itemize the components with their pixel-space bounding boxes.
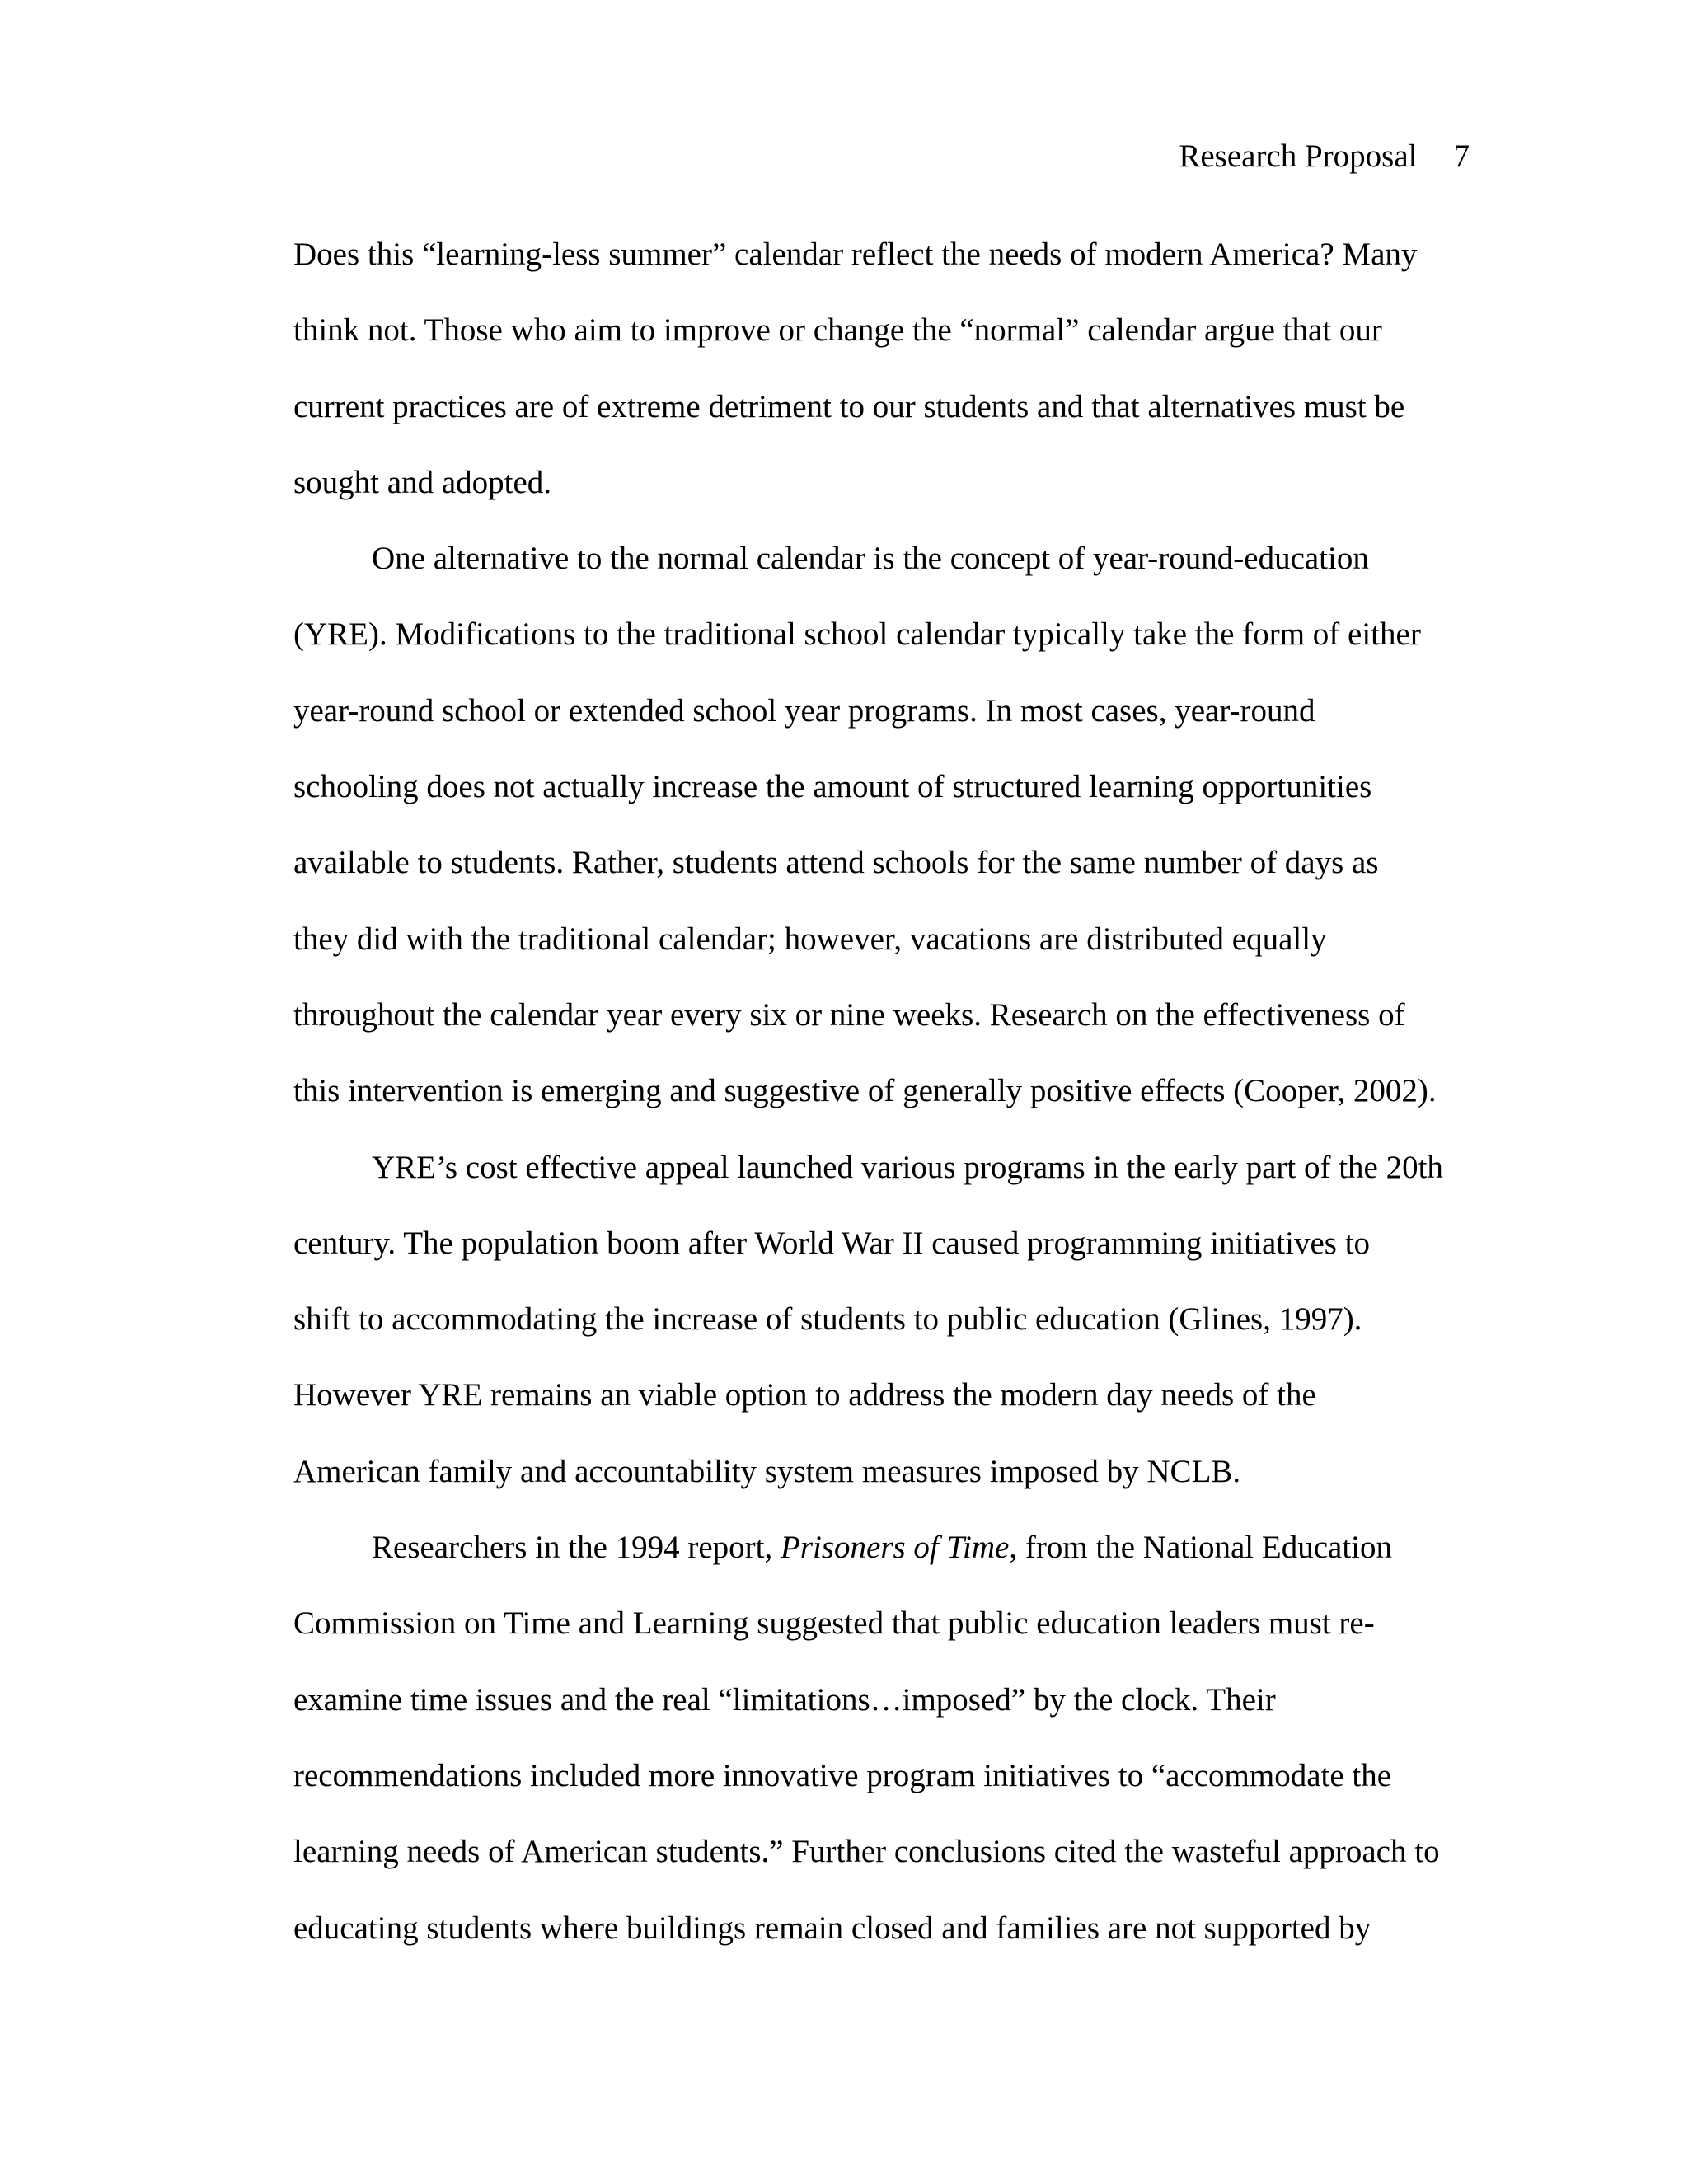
text-line: American family and accountability system measures imposed by NCLB. (293, 1453, 1241, 1489)
text-line: (YRE). Modifications to the traditional school calendar typically take the form of either (293, 616, 1421, 653)
text-run: , from the National Education (1009, 1530, 1392, 1566)
text-line: Does this “learning-less summer” calendar reflect the needs of modern America? Many (293, 237, 1418, 272)
text-line: Commission on Time and Learning suggested that public education leaders must re- (293, 1605, 1375, 1642)
paragraph-first-line: YRE’s cost effective appeal launched various programs in the early part of the 20th (372, 1149, 1443, 1185)
page-number: 7 (1453, 138, 1470, 174)
paragraph-first-line (293, 1527, 1447, 1603)
text-line: examine time issues and the real “limitations…imposed” by the clock. Their (293, 1681, 1276, 1718)
text-line: throughout the calendar year every six or nine weeks. Research on the effectiveness of (293, 996, 1405, 1033)
text-run: Researchers in the 1994 report, (372, 1530, 781, 1566)
text-line: year-round school or extended school year programs. In most cases, year-round (293, 692, 1315, 729)
running-head-title: Research Proposal (1179, 138, 1418, 174)
text-line: recommendations included more innovative program initiatives to “accommodate the (293, 1757, 1392, 1793)
text-line: century. The population boom after World War II caused programming initiatives to (293, 1225, 1371, 1261)
text-line: shift to accommodating the increase of students to public education (Glines, 1997). (293, 1301, 1362, 1338)
text-line: educating students where buildings remain closed and families are not supported by (293, 1910, 1372, 1946)
running-head (1179, 136, 1470, 177)
text-line: learning needs of American students.” Further conclusions cited the wasteful approach to (293, 1834, 1440, 1870)
text-line: schooling does not actually increase the amount of structured learning opportunities (293, 769, 1372, 805)
text-line: current practices are of extreme detriment to our students and that alternatives must be (293, 388, 1405, 424)
text-line: think not. Those who aim to improve or change the “normal” calendar argue that our (293, 312, 1382, 349)
text-line: they did with the traditional calendar; however, vacations are distributed equally (293, 921, 1327, 957)
text-line: However YRE remains an viable option to address the modern day needs of the (293, 1377, 1316, 1413)
paragraph-first-line: One alternative to the normal calendar is the concept of year-round-education (372, 541, 1369, 577)
report-title-italic: Prisoners of Time (781, 1530, 1010, 1566)
text-line: sought and adopted. (293, 464, 552, 500)
body-text (293, 234, 1447, 1984)
text-line: this intervention is emerging and suggestive of generally positive effects (Cooper, 2002). (293, 1073, 1437, 1109)
text-line: available to students. Rather, students attend schools for the same number of days as (293, 845, 1379, 881)
